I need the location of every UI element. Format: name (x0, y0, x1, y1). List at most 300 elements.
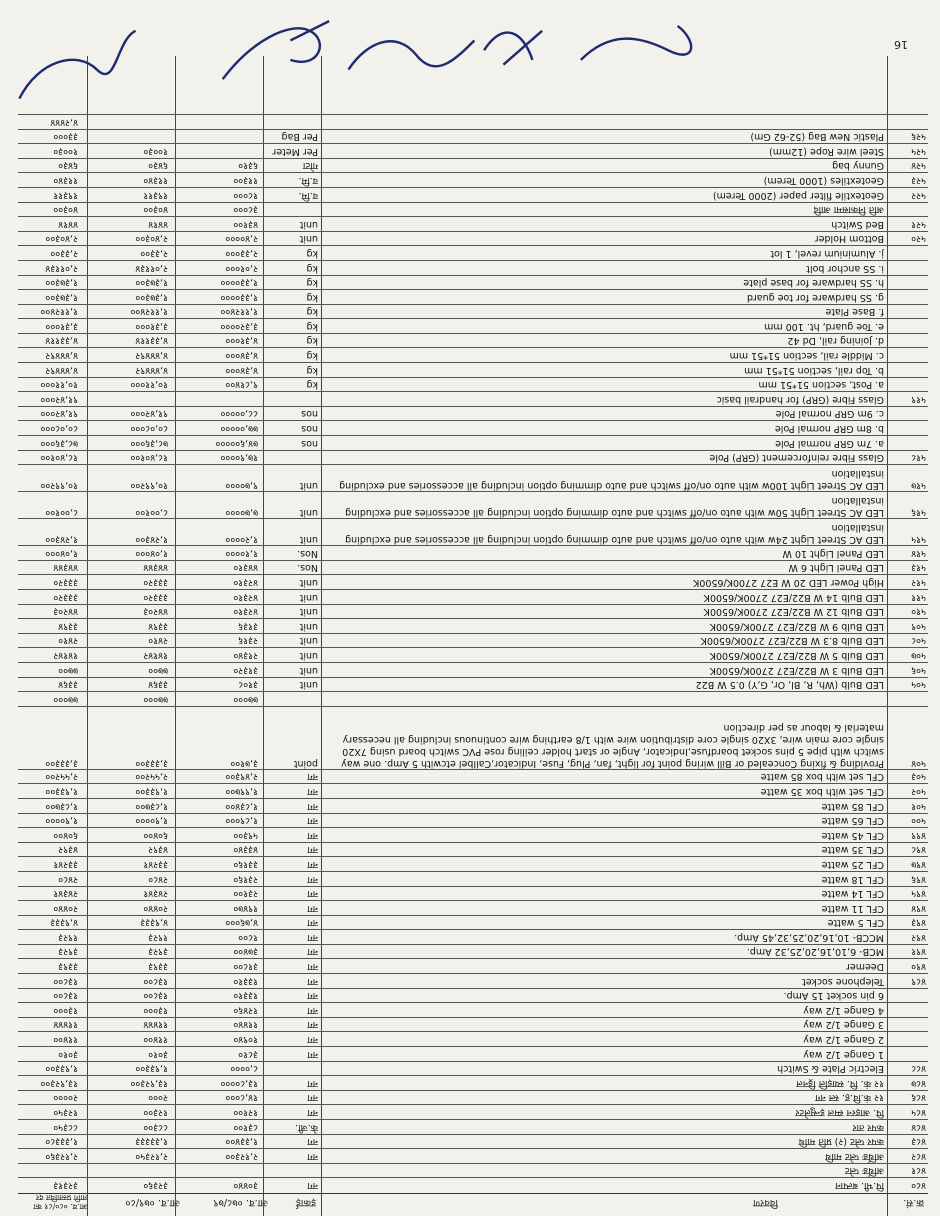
cell-item: Plastic New Bag (52-62 Gm) (750, 131, 884, 143)
cell-unit: नग (307, 946, 318, 958)
signature-2 (349, 40, 475, 69)
cell-rate2: ४०३०० (143, 204, 168, 216)
cell-item: b. Top rail, section 51*51 mm (744, 364, 884, 376)
cell-unit: kg (306, 277, 318, 289)
cell-unit: नग (307, 1004, 318, 1016)
cell-rate3: २,४०३०० (45, 233, 78, 245)
cell-sn: ४९३ (911, 917, 926, 929)
cell-rate1: १,८९००० (225, 815, 258, 827)
cell-rate1: १३३१० (233, 990, 258, 1002)
cell-rate3: १,३७३०० (45, 291, 78, 303)
cell-unit: नग (307, 844, 318, 856)
cell-item: g. SS hardware for toe guard (746, 291, 884, 303)
cell-item: MCB- 6,10,16,20,25,32 Amp. (746, 946, 884, 958)
header-rate1: आ.व. ०७८/७९ (213, 1197, 268, 1208)
cell-rate1: १,३३०००० (220, 277, 258, 289)
cell-rate1: १३,८०००० (220, 1077, 258, 1089)
table-row (18, 275, 928, 290)
cell-rate3: १३,९२३०० (40, 1077, 78, 1089)
table-header-row (18, 1193, 928, 1216)
cell-rate3: ३३६४ (58, 679, 78, 691)
cell-unit: kg (306, 364, 318, 376)
cell-unit: नग (307, 931, 318, 943)
cell-unit: kg (306, 335, 318, 347)
table-row (18, 202, 928, 217)
cell-rate2: ३०१० (148, 1048, 168, 1060)
cell-rate1: १,२०००० (225, 534, 258, 546)
cell-rate1: ११३०० (233, 174, 258, 186)
cell-unit: nos (301, 437, 318, 449)
header-item: विवरण (752, 1197, 778, 1208)
cell-rate3: १८,४०१०० (40, 452, 78, 464)
cell-sn: ४८२ (911, 1150, 926, 1162)
cell-rate3: ११३४० (53, 174, 78, 186)
cell-sn: ५०३ (911, 771, 926, 783)
cell-sn: ४९२ (911, 931, 926, 943)
signature-1 (223, 21, 329, 79)
cell-unit: unit (299, 650, 318, 661)
cell-rate3: ४४१४ (58, 218, 78, 230)
table-row (18, 129, 928, 144)
cell-unit: गोटा (302, 160, 318, 172)
table-row (18, 420, 928, 435)
cell-item: LED Bulb 14 W B22/E27 2700K/6500K (703, 591, 884, 603)
cell-rate3: ३३९३ (58, 961, 78, 973)
cell-rate2: १,११२४०० (130, 306, 168, 318)
cell-rate1: १८००० (233, 189, 258, 201)
cell-rate3: १९२३ (58, 931, 78, 943)
cell-item: d. Joining rail, Dd 42 (787, 335, 884, 347)
cell-item: Glass Fibre (GRP) for handrail basic (716, 393, 884, 405)
cell-sn: ४९९ (911, 829, 926, 841)
cell-rate2: ३,३३३०० (135, 757, 168, 769)
cell-rate2: १,३३३३३ (135, 1136, 168, 1148)
cell-sn: ४८६ (911, 1092, 926, 1104)
cell-item: 1 Gange 1/2 way (803, 1048, 884, 1060)
table-row (18, 691, 928, 706)
cell-item: Glass Fibre reinforcement (GRP) Pole (709, 452, 884, 464)
cell-rate3: ९१,४२००० (40, 408, 78, 420)
cell-rate3: १४१४२ (53, 650, 78, 661)
table-row (18, 143, 928, 158)
cell-sn: ५१० (911, 606, 926, 618)
cell-rate3: १,२४३०० (45, 534, 78, 546)
cell-rate2: ४४२०३ (143, 606, 168, 618)
cell-rate1: १,३३०००० (220, 291, 258, 303)
cell-sn: ४९५ (911, 888, 926, 900)
cell-rate3: २,१२३६० (45, 1150, 78, 1162)
cell-rate3: ६०४०० (53, 829, 78, 841)
cell-rate3: ७७०० (58, 664, 78, 676)
cell-rate2: २००० (148, 1092, 168, 1104)
cell-rate2: १००३० (143, 145, 168, 157)
cell-rate3: ४३९२ (58, 844, 78, 856)
cell-rate2: १,९३३०० (135, 785, 168, 797)
cell-sn: ५२५ (911, 145, 926, 157)
cell-rate2: ११४०० (143, 1034, 168, 1046)
cell-rate2: १,३७३०० (135, 277, 168, 289)
cell-unit: नग (307, 961, 318, 973)
cell-item: Bottom Holder (814, 233, 884, 245)
cell-sn: ४८८ (911, 1063, 926, 1075)
cell-rate2: १,२४३०० (135, 534, 168, 546)
cell-rate2: १२३०० (143, 1107, 168, 1119)
cell-rate1: ५९३०० (233, 829, 258, 841)
cell-rate3: २४१० (58, 635, 78, 647)
cell-item: CFL 18 watte (821, 873, 884, 885)
table-row (18, 988, 928, 1003)
cell-unit: unit (299, 480, 318, 492)
cell-rate2: ३,३१००० (135, 320, 168, 332)
cell-rate3: १,३७३०० (45, 277, 78, 289)
cell-rate1: ४४३१० (233, 562, 258, 574)
cell-rate2: ६०४०० (143, 829, 168, 841)
cell-unit: नग (307, 858, 318, 870)
header-rate3: आ.व. ०८०/८१ का लागि प्रस्तावित दर (33, 1193, 88, 1211)
cell-unit: unit (299, 620, 318, 632)
cell-rate2: २४१० (148, 635, 168, 647)
table-row (18, 944, 928, 959)
cell-rate3: ४४३४४ (53, 562, 78, 574)
cell-item: कपर तार (852, 1121, 884, 1133)
cell-item: १२ कं. पि. स्याइलि ड्रिनल (796, 1077, 884, 1089)
cell-rate1: ७४,६००००० (215, 437, 258, 449)
table-body (18, 114, 928, 1192)
cell-item: c. 9m GRP normal Pole (775, 408, 884, 420)
cell-rate3: ११४४४ (53, 1019, 78, 1031)
cell-item: CFL 14 watte (821, 888, 884, 900)
table-row (18, 450, 928, 465)
cell-rate1: ३३१६० (233, 858, 258, 870)
cell-unit: unit (299, 591, 318, 603)
cell-unit: unit (299, 233, 318, 245)
cell-unit: unit (299, 664, 318, 676)
table-row (18, 260, 928, 275)
cell-sn: ४९६ (911, 873, 926, 885)
cell-rate1: १,९९७०० (225, 785, 258, 797)
table-row (18, 1017, 928, 1032)
table-row (18, 959, 928, 974)
table-row (18, 406, 928, 421)
table-row (18, 114, 928, 129)
cell-unit: नग (307, 990, 318, 1002)
cell-rate1: १८०० (238, 931, 258, 943)
cell-rate3: ३३३२० (53, 577, 78, 589)
cell-rate3: १,९३३०० (45, 785, 78, 797)
cell-rate2: १,३७३०० (135, 291, 168, 303)
cell-rate2: ८८३०० (143, 1121, 168, 1133)
cell-item: LED AC Street Light 100w with auto on/off switch and auto dimming option including all accessories and excluding installation (339, 468, 884, 492)
table-row (18, 633, 928, 648)
table-row (18, 662, 928, 677)
signature-4 (581, 26, 691, 60)
cell-rate3: ३०१० (58, 1048, 78, 1060)
cell-rate2: ३३२४१ (143, 858, 168, 870)
table-row (18, 647, 928, 662)
cell-rate2: ८,००१०० (135, 507, 168, 519)
cell-rate3: ६४३० (58, 160, 78, 172)
cell-rate3: १,८३७०० (45, 800, 78, 812)
cell-rate2: ११४४४ (143, 1019, 168, 1031)
table-row (18, 187, 928, 202)
cell-unit: unit (299, 577, 318, 589)
cell-rate2: १३००० (143, 1004, 168, 1016)
table-row (18, 1163, 928, 1178)
cell-unit: unit (299, 635, 318, 647)
cell-rate1: २१३४० (233, 650, 258, 661)
cell-rate1: ३१३६ (238, 620, 258, 632)
cell-item: Steel wire Rope (12mm) (769, 145, 884, 157)
cell-rate1: ९,८१४०० (225, 379, 258, 391)
cell-item: LED AC Street Light 50w with auto on/off switch and auto dimming option including all accessories and excluding installation (345, 495, 884, 519)
cell-rate2: १३८०० (143, 975, 168, 987)
cell-unit: नग (307, 785, 318, 797)
cell-item: CFL 25 watte (821, 858, 884, 870)
cell-item: MCCB- 10,16,20,25,32,45 Amp. (734, 931, 884, 943)
cell-rate2: २४८० (148, 873, 168, 885)
table-row (18, 560, 928, 575)
cell-rate1: ४३१०० (233, 218, 258, 230)
table-row (18, 1119, 928, 1134)
table-row (18, 1075, 928, 1090)
cell-rate1: १३३१० (233, 975, 258, 987)
table-row (18, 827, 928, 842)
cell-item: Bed Switch (831, 218, 884, 230)
cell-rate1: २,०१००० (225, 262, 258, 274)
cell-item: Gunny bag (832, 160, 884, 172)
cell-unit: नग (307, 1019, 318, 1031)
cell-sn: ४८९ (911, 975, 926, 987)
cell-rate1: ६३१० (238, 160, 258, 172)
cell-item: अर्थिङ प्लेट माथि (825, 1150, 884, 1162)
cell-item: i. SS anchor bolt (806, 262, 884, 274)
cell-item: LED Bulb 3 W B22/E27 2700K/6500K (709, 664, 884, 676)
cell-sn: ४८५ (911, 1107, 926, 1119)
cell-sn: ४९१ (911, 946, 926, 958)
table-row (18, 304, 928, 319)
table-row (18, 158, 928, 173)
cell-rate2: १,०४००० (135, 547, 168, 559)
cell-sn: ४८१ (911, 1165, 926, 1177)
cell-item: LED Panel Light 6 W (788, 562, 884, 574)
cell-rate3: ३,३३३०० (45, 757, 78, 769)
cell-rate2: १,९३३०० (135, 1063, 168, 1075)
cell-rate2: ३३३२० (143, 577, 168, 589)
cell-sn: ५०८ (911, 635, 926, 647)
cell-sn: ४९७ (911, 858, 926, 870)
cell-sn: ५२३ (911, 174, 926, 186)
cell-rate1: २३१६ (238, 635, 258, 647)
table-row (18, 1046, 928, 1061)
cell-item: Electric Plate & Switch (777, 1063, 884, 1075)
cell-rate1: १७,९०००० (220, 452, 258, 464)
cell-unit: नग (307, 888, 318, 900)
table-row (18, 973, 928, 988)
cell-rate2: ७७०० (148, 664, 168, 676)
cell-item: CFL 5 watte (827, 917, 884, 929)
cell-rate2: १९३११ (143, 189, 168, 201)
cell-unit: nos (301, 423, 318, 435)
cell-rate1: ८८,००००० (220, 408, 258, 420)
cell-unit: kg (306, 320, 318, 332)
header-rate2: आ.व. ०७९/८० (125, 1197, 180, 1208)
cell-rate3: ४,३३११४ (45, 335, 78, 347)
cell-rate1: ३,३२०००० (220, 320, 258, 332)
cell-rate3: ४४२०३ (53, 606, 78, 618)
cell-sn: ४८३ (911, 1136, 926, 1148)
cell-item: LED Bulb 12 W B22/E27 2700K/6500K (703, 606, 884, 618)
cell-rate2: ४,४४४९२ (135, 350, 168, 362)
cell-rate3: २,०११३४ (45, 262, 78, 274)
cell-unit: kg (306, 379, 318, 391)
cell-item: a. 7m GRP normal Pole (775, 437, 884, 449)
cell-sn: ४८४ (911, 1121, 926, 1133)
table-row (18, 464, 928, 491)
cell-item: 3 Gange 1/2 way (803, 1019, 884, 1031)
cell-rate2: ११३४० (143, 174, 168, 186)
cell-rate3: ४,४४४९२ (45, 350, 78, 362)
cell-sn: ५१५ (911, 534, 926, 546)
cell-sn: ५०१ (911, 800, 926, 812)
cell-rate3: ७७००० (53, 693, 78, 705)
table-row (18, 813, 928, 828)
cell-unit: नग (307, 917, 318, 929)
cell-rate3: १,९३३०० (45, 1063, 78, 1075)
cell-item: Providing & fixing Concealed or Bill wiring point for light, fan, Plug, Fuse, Indicator,Callbel etcwith 5 Amp. one way switch with pipe 5 pins socket boardfuse,Indicator, Angle or start holder ceiling rose PVC switch board using 7X20 single core main wire, 3X20 single core distribution wire with 1/8 earthing wire continuous including all necessary material & labour as per direction (341, 721, 884, 769)
cell-item: पि.भी. बल्पान (835, 1180, 884, 1191)
cell-rate3: २,३३०० (50, 247, 78, 259)
cell-item: अति निकासमा आदि (813, 204, 884, 216)
cell-sn: ५१७ (911, 480, 926, 492)
cell-rate1: ३१०८ (238, 679, 258, 691)
cell-rate1: ४,३१००० (225, 335, 258, 347)
cell-sn: ५०६ (911, 664, 926, 676)
cell-sn: ४८० (911, 1180, 926, 1191)
cell-unit: नग (307, 902, 318, 914)
cell-rate2: २४३४१ (143, 888, 168, 900)
cell-rate1: ४२३१० (233, 606, 258, 618)
table-row (18, 871, 928, 886)
cell-rate2: १८,४०१०० (130, 452, 168, 464)
cell-rate1: ३७४०० (233, 946, 258, 958)
cell-rate1: २३१६० (233, 873, 258, 885)
cell-unit: व.मि. (298, 189, 318, 201)
cell-item: LED Bulb (Wh, R, Bl, Or, G,Y) 0.5 W B22 (695, 679, 884, 691)
cell-rate3: ३३३२० (53, 591, 78, 603)
cell-rate3: ४,४४४९२ (45, 364, 78, 376)
cell-unit: unit (299, 218, 318, 230)
cell-item: CFL 85 watte (821, 800, 884, 812)
cell-rate2: १३८०० (143, 990, 168, 1002)
cell-sn: ५१३ (911, 562, 926, 574)
cell-rate2: १०,९९२०० (130, 480, 168, 492)
cell-item: h. SS hardware for base plate (743, 277, 884, 289)
cell-unit: Nos. (297, 562, 318, 574)
table-row (18, 677, 928, 692)
cell-rate2: २,५५२०० (135, 771, 168, 783)
cell-rate1: ४,७६००० (225, 917, 258, 929)
cell-rate2: २०४४० (143, 902, 168, 914)
cell-item: CFL 65 watte (821, 815, 884, 827)
cell-rate1: ३८००० (233, 204, 258, 216)
table-row (18, 1090, 928, 1105)
cell-rate1: ३,७१०० (230, 757, 258, 769)
cell-rate3: १२३५० (53, 1107, 78, 1119)
cell-rate1: २,३३००० (225, 247, 258, 259)
cell-rate2: १,९०००० (135, 815, 168, 827)
table-row (18, 518, 928, 545)
cell-rate1: ११४४० (233, 1019, 258, 1031)
cell-rate1: ४,३४००० (225, 350, 258, 362)
table-row (18, 604, 928, 619)
table-row (18, 391, 928, 406)
cell-item: CFL set with box 85 watte (760, 771, 884, 783)
page-number: 16 (894, 38, 908, 51)
cell-unit: नग (307, 815, 318, 827)
cell-rate2: ३३९३ (148, 961, 168, 973)
cell-rate2: २,३३०० (140, 247, 168, 259)
cell-rate3: १,०४००० (45, 547, 78, 559)
header-unit: इकाई (295, 1197, 316, 1208)
cell-unit: व.मि. (298, 174, 318, 186)
rotated-table-page (18, 0, 928, 1216)
cell-rate2: ३३६४ (148, 679, 168, 691)
cell-unit: नग (307, 1092, 318, 1104)
cell-rate3: १०,११००० (40, 379, 78, 391)
table-row (18, 574, 928, 589)
cell-item: High Power LED 20 W E27 2700K/6500K (693, 577, 884, 589)
signature-3 (484, 31, 542, 65)
cell-rate2: ४,३३११४ (135, 335, 168, 347)
cell-unit: unit (299, 606, 318, 618)
table-row (18, 1177, 928, 1192)
table-row (18, 886, 928, 901)
cell-rate2: ४,९३३३ (140, 917, 168, 929)
cell-rate3: २४८० (58, 873, 78, 885)
cell-item: e. Toe guard, ht. 100 mm (764, 320, 884, 332)
cell-rate1: १०९४० (233, 1034, 258, 1046)
cell-item: c. Middle rail, section 51*51 mm (729, 350, 884, 362)
cell-rate3: ४,२४४४ (50, 116, 78, 128)
cell-sn: ५१४ (911, 547, 926, 559)
cell-rate3: ७८,३६००० (40, 437, 78, 449)
table-row (18, 1061, 928, 1076)
table-row (18, 362, 928, 377)
cell-rate1: २,१२३०० (225, 1150, 258, 1162)
table-row (18, 333, 928, 348)
cell-rate1: ३०४४० (233, 1180, 258, 1191)
cell-rate1: १,८३४०० (225, 800, 258, 812)
cell-rate1: ८३१०० (233, 1121, 258, 1133)
cell-rate2: १,८३७०० (135, 800, 168, 812)
cell-rate3: १,३३३८० (45, 1136, 78, 1148)
cell-unit: Per Meter (272, 145, 318, 157)
cell-sn: ५१२ (911, 577, 926, 589)
cell-sn: ५२४ (911, 160, 926, 172)
cell-rate1: ४,३४००० (225, 364, 258, 376)
table-row (18, 231, 928, 246)
header-sn: क्र.सं. (903, 1197, 924, 1208)
cell-rate3: २०४४० (53, 902, 78, 914)
cell-item: a. Post, section 51*51 mm (758, 379, 884, 391)
cell-rate3: २,५५२०० (45, 771, 78, 783)
cell-rate3: ३३२४१ (53, 858, 78, 870)
cell-sn: ५०० (911, 815, 926, 827)
cell-rate2: ८०,०८००० (130, 423, 168, 435)
cell-rate1: १,१०००० (225, 547, 258, 559)
cell-unit: नग (307, 1048, 318, 1060)
cell-sn: ४९० (911, 961, 926, 973)
